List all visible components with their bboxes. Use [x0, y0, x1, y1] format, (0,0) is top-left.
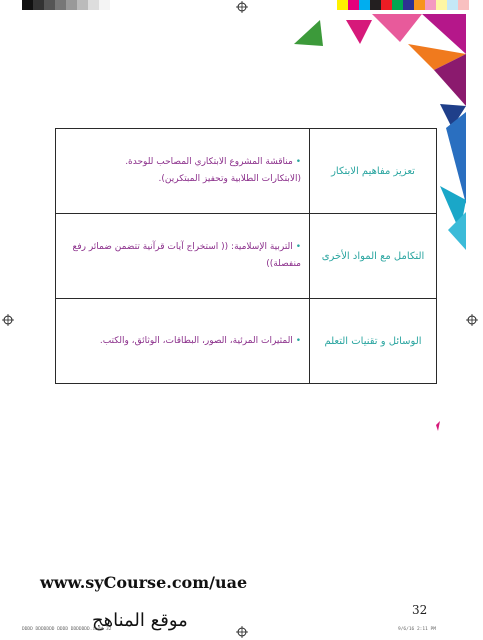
- bullet-icon: •: [295, 242, 301, 252]
- print-slug-filename: DDDD DDDDDDD DDDD DDDDDDD.indd 32: [22, 627, 112, 632]
- row-content: [56, 299, 310, 384]
- row-heading: تعزيز مفاهيم الابتكار: [310, 129, 437, 214]
- list-item: • مناقشة المشروع الابتكاري المصاحب للوحدة.: [125, 157, 301, 167]
- bullet-icon: •: [295, 157, 301, 167]
- page-number: 32: [412, 603, 428, 617]
- list-item: • المثيرات المرئية، الصور، البطاقات، الوثائق، والكتب.: [99, 335, 301, 346]
- site-url-link[interactable]: www.syCourse.com/uae: [40, 573, 248, 592]
- row-heading: الوسائل و تقنيات التعلم: [310, 299, 437, 384]
- row-content: [56, 129, 310, 214]
- lesson-plan-table: [55, 128, 437, 384]
- list-item-continuation: (الابتكارات الطلابية وتحفيز المبتكرين).: [158, 174, 301, 184]
- registration-mark-icon: [2, 314, 14, 326]
- list-item-continuation: منفصلة)): [266, 259, 301, 269]
- table-row: [56, 214, 437, 299]
- row-heading: التكامل مع المواد الأخرى: [310, 214, 437, 299]
- list-item: • التربية الإسلامية: (( استخراج آيات قرآنية تتضمن ضمائر رفع: [72, 242, 301, 252]
- bullet-icon: •: [295, 335, 301, 346]
- table-row: [56, 299, 437, 384]
- row-content: [56, 214, 310, 299]
- grayscale-color-bar: [22, 0, 110, 10]
- registration-mark-icon: [236, 626, 248, 638]
- print-slug-timestamp: 9/6/16 2:11 PM: [398, 627, 436, 632]
- table-row: [56, 129, 437, 214]
- cmyk-color-bar: [337, 0, 469, 10]
- registration-mark-icon: [466, 314, 478, 326]
- registration-mark-icon: [236, 1, 248, 13]
- site-name-arabic: موقع المناهج: [92, 610, 188, 631]
